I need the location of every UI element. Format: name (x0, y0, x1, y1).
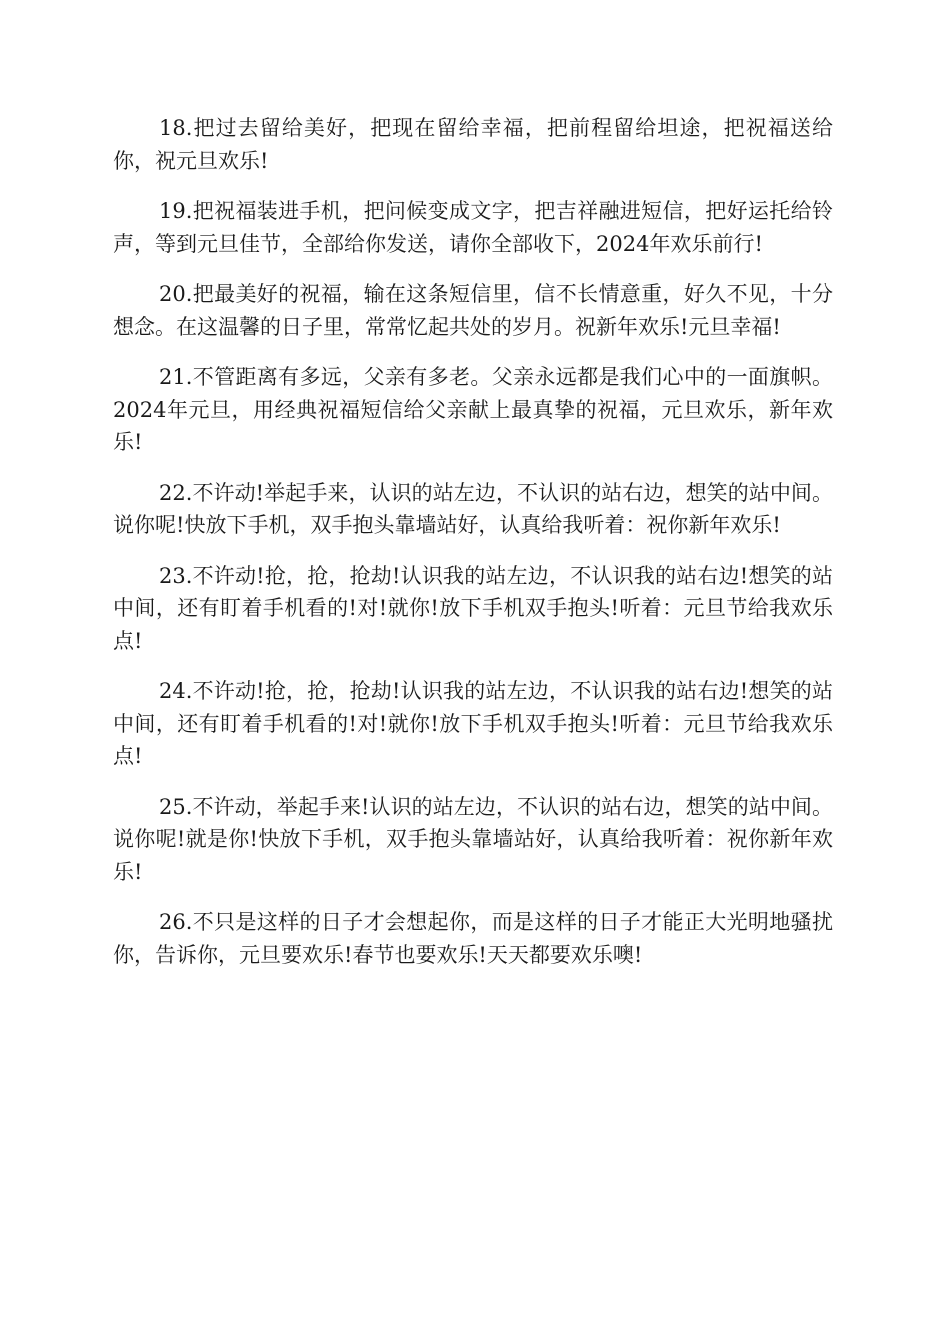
paragraph-20: 20.把最美好的祝福，输在这条短信里，信不长情意重，好久不见，十分想念。在这温馨的日子里，常常忆起共处的岁月。祝新年欢乐!元旦幸福! (113, 282, 833, 339)
paragraph-22: 22.不许动!举起手来，认识的站左边，不认识的站右边，想笑的站中间。说你呢!快放下手机，双手抱头靠墙站好，认真给我听着：祝你新年欢乐! (113, 480, 833, 537)
paragraph-18: 18.把过去留给美好，把现在留给幸福，把前程留给坦途，把祝福送给你，祝元旦欢乐! (113, 116, 833, 173)
paragraph-25: 25.不许动，举起手来!认识的站左边，不认识的站右边，想笑的站中间。说你呢!就是你!快放下手机，双手抱头靠墙站好，认真给我听着：祝你新年欢乐! (113, 794, 833, 884)
paragraph-23: 23.不许动!抢，抢，抢劫!认识我的站左边，不认识我的站右边!想笑的站中间，还有盯着手机看的!对!就你!放下手机双手抱头!听着：元旦节给我欢乐点! (113, 563, 833, 653)
paragraph-21: 21.不管距离有多远，父亲有多老。父亲永远都是我们心中的一面旗帜。2024年元旦，用经典祝福短信给父亲献上最真挚的祝福，元旦欢乐，新年欢乐! (113, 365, 833, 454)
paragraph-19: 19.把祝福装进手机，把问候变成文字，把吉祥融进短信，把好运托给铃声，等到元旦佳节，全部给你发送，请你全部收下，2024年欢乐前行! (113, 199, 833, 256)
paragraph-24: 24.不许动!抢，抢，抢劫!认识我的站左边，不认识我的站右边!想笑的站中间，还有盯着手机看的!对!就你!放下手机双手抱头!听着：元旦节给我欢乐点! (113, 679, 833, 768)
document-body (113, 112, 833, 989)
paragraph-26: 26.不只是这样的日子才会想起你，而是这样的日子才能正大光明地骚扰你，告诉你，元旦要欢乐!春节也要欢乐!天天都要欢乐噢! (113, 910, 833, 967)
